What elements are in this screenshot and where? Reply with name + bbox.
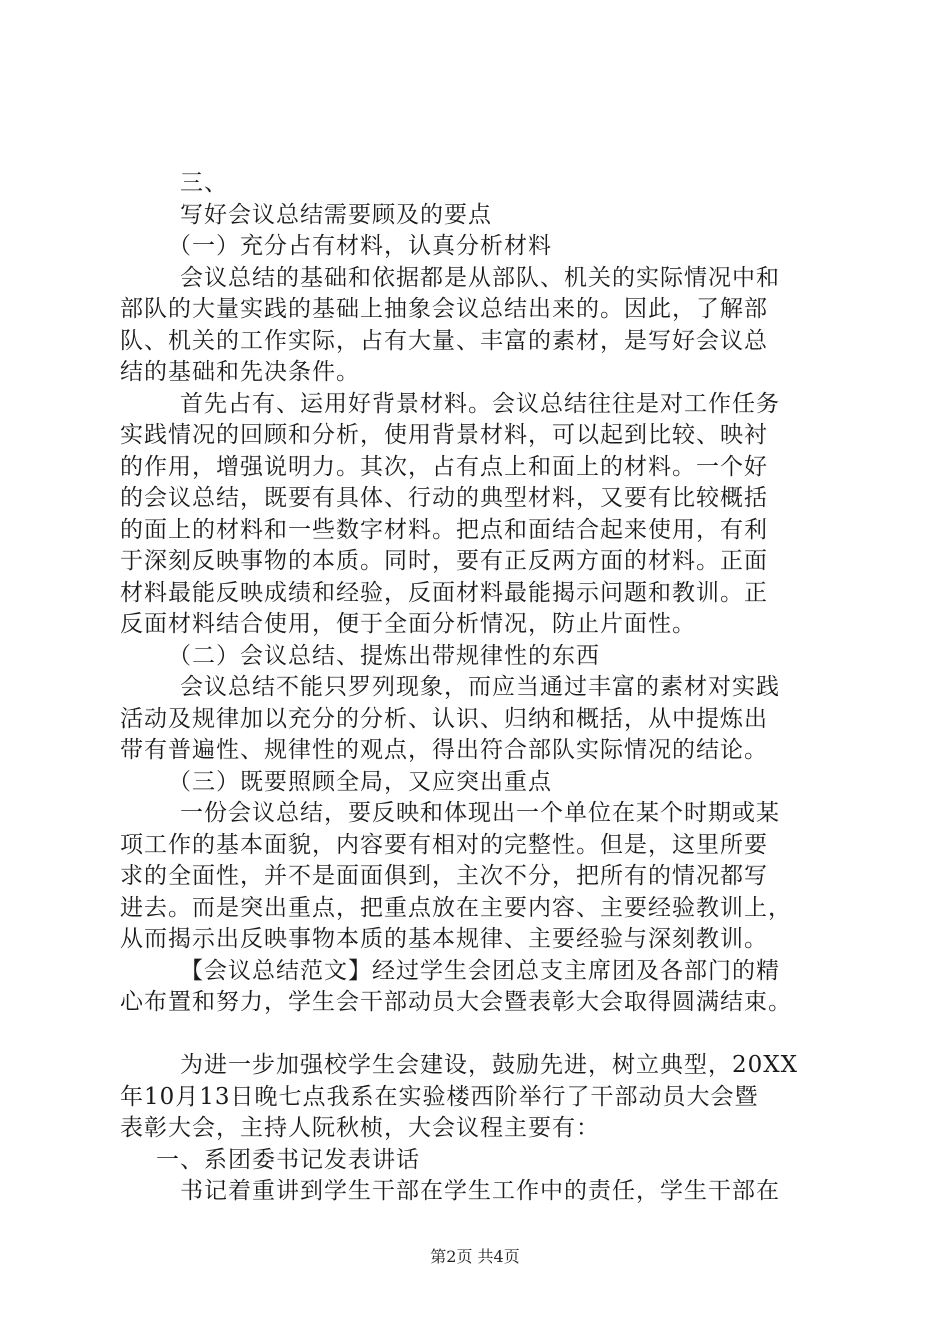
subheading-3: （三）既要照顾全局，又应突出重点 [168, 768, 552, 795]
paragraph-line: 会议总结不能只罗列现象，而应当通过丰富的素材对实践 [180, 674, 780, 700]
paragraph-line: 活动及规律加以充分的分析、认识、归纳和概括，从中提炼出 [120, 705, 768, 732]
subheading-2: （二）会议总结、提炼出带规律性的东西 [168, 642, 600, 669]
blank-line [120, 1019, 860, 1051]
document-body [120, 168, 860, 1208]
paragraph-line: 会议总结的基础和依据都是从部队、机关的实际情况中和 [180, 264, 780, 291]
paragraph-line: 表彰大会，主持人阮秋桢，大会议程主要有： [120, 1115, 600, 1141]
paragraph-line: 的面上的材料和一些数字材料。把点和面结合起来使用，有利 [120, 516, 768, 543]
paragraph-line: 一份会议总结，要反映和体现出一个单位在某个时期或某 [180, 800, 780, 826]
paragraph-line: 的作用，增强说明力。其次，占有点上和面上的材料。一个好 [120, 453, 768, 480]
paragraph-line: 项工作的基本面貌，内容要有相对的完整性。但是，这里所要 [120, 831, 768, 858]
paragraph-line: 心布置和努力，学生会干部动员大会暨表彰大会取得圆满结束。 [120, 989, 792, 1015]
paragraph-line: 反面材料结合使用，便于全面分析情况，防止片面性。 [120, 611, 696, 637]
paragraph-line: 书记着重讲到学生干部在学生工作中的责任，学生干部在 [180, 1178, 780, 1204]
agenda-heading: 一、系团委书记发表讲话 [156, 1146, 420, 1173]
paragraph-line: 为进一步加强校学生会建设，鼓励先进，树立典型，20XX [180, 1052, 799, 1078]
paragraph-line: 材料最能反映成绩和经验，反面材料最能揭示问题和教训。正 [120, 579, 768, 606]
paragraph-line: 于深刻反映事物的本质。同时，要有正反两方面的材料。正面 [120, 548, 768, 574]
paragraph-line: 结的基础和先决条件。 [120, 359, 360, 385]
paragraph-line: 带有普遍性、规律性的观点，得出符合部队实际情况的结论。 [120, 737, 768, 763]
subheading-1: （一）充分占有材料，认真分析材料 [168, 233, 552, 259]
section-number: 三、 [180, 170, 228, 196]
paragraph-line: 进去。而是突出重点，把重点放在主要内容、主要经验教训上， [120, 894, 792, 921]
paragraph-line: 首先占有、运用好背景材料。会议总结往往是对工作任务 [180, 390, 780, 417]
paragraph-line: 求的全面性，并不是面面俱到，主次不分，把所有的情况都写 [120, 863, 768, 889]
paragraph-line: 实践情况的回顾和分析，使用背景材料，可以起到比较、映衬 [120, 422, 768, 448]
page-number: 第2页 共4页 [430, 1247, 520, 1266]
paragraph-line: 部队的大量实践的基础上抽象会议总结出来的。因此，了解部 [120, 296, 768, 322]
paragraph-line: 队、机关的工作实际，占有大量、丰富的素材，是写好会议总 [120, 327, 768, 354]
paragraph-line: 的会议总结，既要有具体、行动的典型材料，又要有比较概括 [120, 485, 768, 511]
paragraph-line: 从而揭示出反映事物本质的基本规律、主要经验与深刻教训。 [120, 926, 768, 952]
sample-intro-line: 【会议总结范文】经过学生会团总支主席团及各部门的精 [180, 957, 780, 984]
paragraph-line: 年10月13日晚七点我系在实验楼西阶举行了干部动员大会暨 [120, 1083, 759, 1110]
section-heading: 写好会议总结需要顾及的要点 [180, 201, 492, 228]
